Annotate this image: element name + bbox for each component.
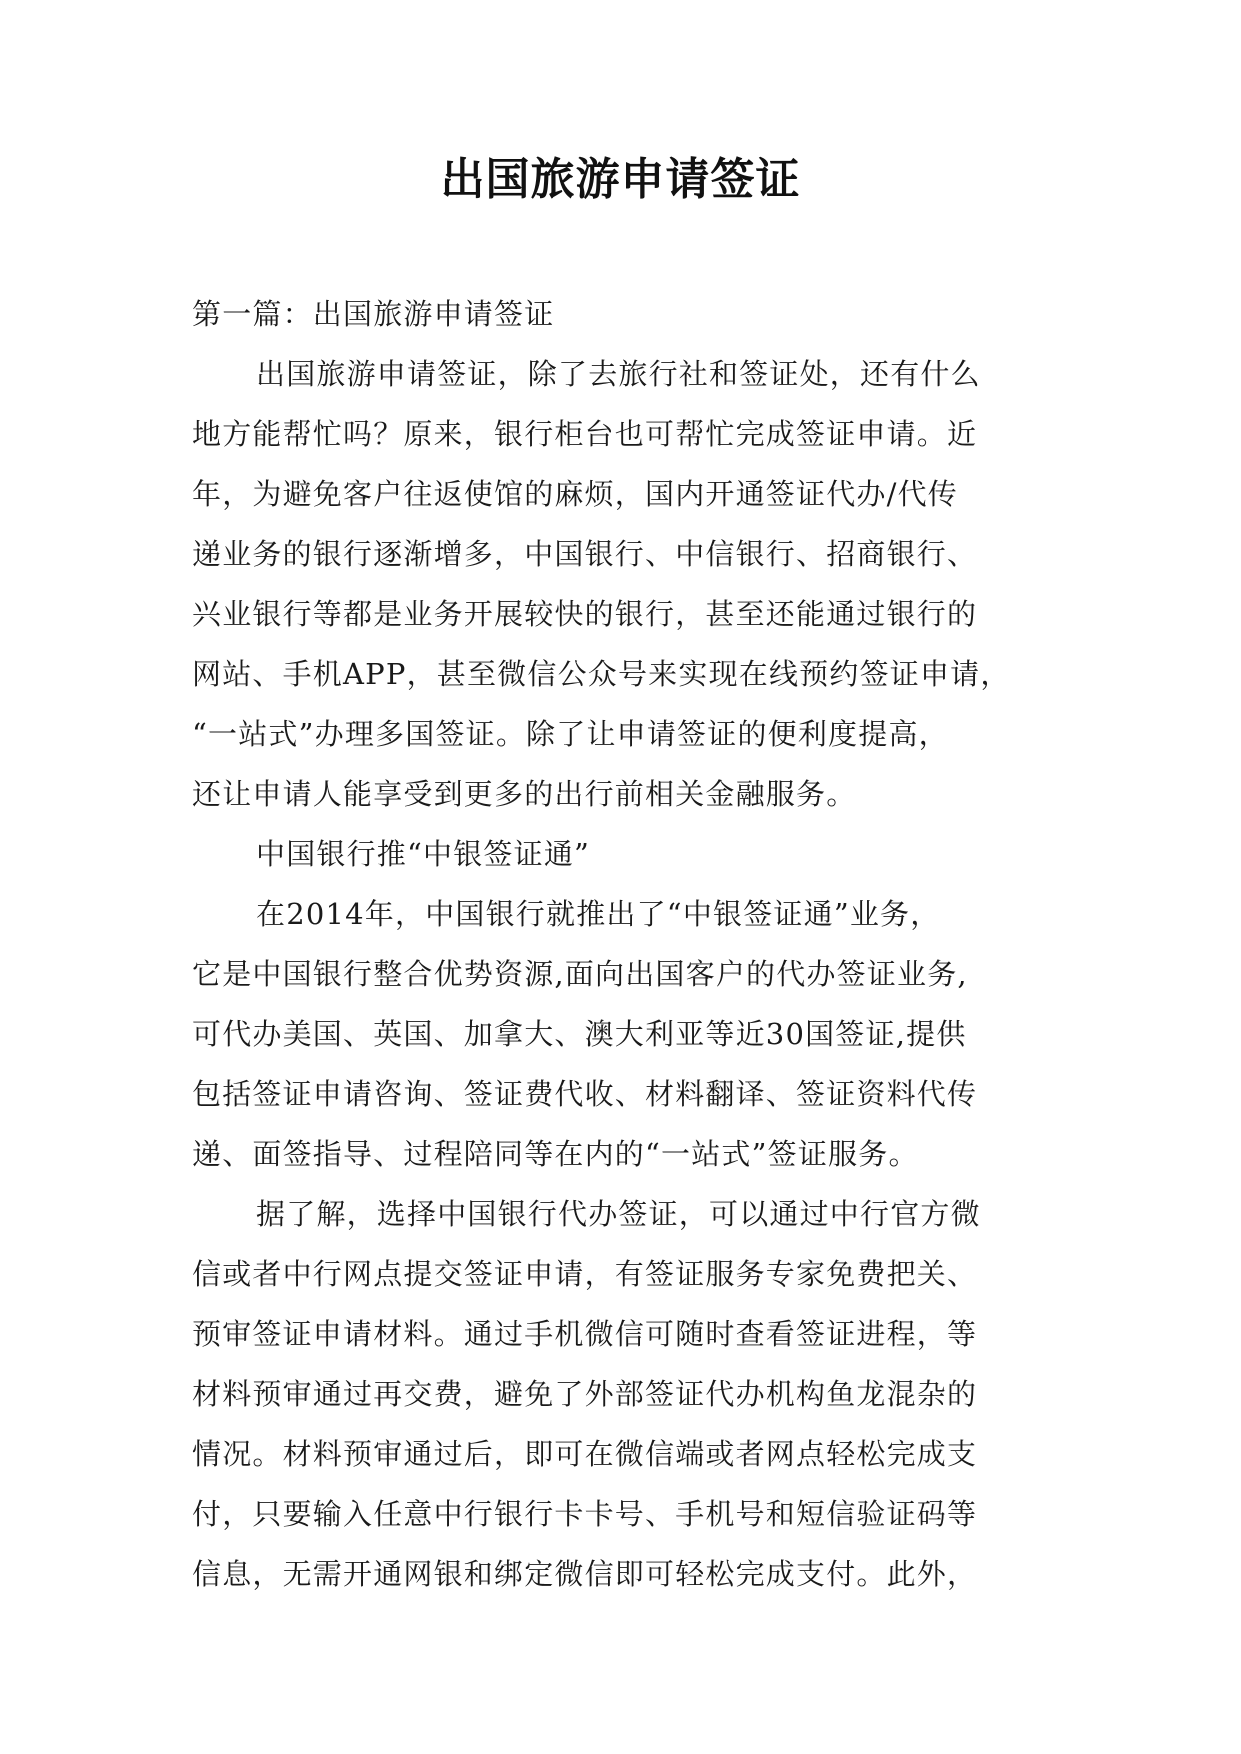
paragraph-line: 信或者中行网点提交签证申请，有签证服务专家免费把关、 — [192, 1257, 978, 1291]
paragraph-line: 信息，无需开通网银和绑定微信即可轻松完成支付。此外， — [192, 1557, 978, 1591]
paragraph-line: 包括签证申请咨询、签证费代收、材料翻译、签证资料代传 — [192, 1077, 978, 1111]
paragraph-line: 据了解，选择中国银行代办签证，可以通过中行官方微 — [256, 1197, 981, 1231]
paragraph-line: “一站式”办理多国签证。除了让申请签证的便利度提高， — [192, 717, 949, 751]
paragraph-line: 预审签证申请材料。通过手机微信可随时查看签证进程，等 — [192, 1317, 978, 1351]
paragraph-line: 它是中国银行整合优势资源,面向出国客户的代办签证业务, — [192, 957, 968, 991]
paragraph-line: 年，为避免客户往返使馆的麻烦，国内开通签证代办/代传 — [192, 477, 958, 511]
paragraph-line: 兴业银行等都是业务开展较快的银行，甚至还能通过银行的 — [192, 597, 978, 631]
paragraph-line: 递业务的银行逐渐增多，中国银行、中信银行、招商银行、 — [192, 537, 978, 571]
paragraph-line: 中国银行推“中银签证通” — [256, 837, 591, 871]
paragraph-line: 地方能帮忙吗？原来，银行柜台也可帮忙完成签证申请。近 — [192, 417, 978, 451]
paragraph-line: 在2014年，中国银行就推出了“中银签证通”业务， — [256, 897, 941, 931]
paragraph-line: 第一篇：出国旅游申请签证 — [192, 297, 555, 331]
paragraph-line: 情况。材料预审通过后，即可在微信端或者网点轻松完成支 — [192, 1437, 978, 1471]
paragraph-line: 出国旅游申请签证，除了去旅行社和签证处，还有什么 — [256, 357, 981, 391]
paragraph-line: 还让申请人能享受到更多的出行前相关金融服务。 — [192, 777, 857, 811]
paragraph-line: 网站、手机APP，甚至微信公众号来实现在线预约签证申请， — [192, 657, 1011, 691]
paragraph-line: 材料预审通过再交费，避免了外部签证代办机构鱼龙混杂的 — [192, 1377, 978, 1411]
paragraph-line: 付，只要输入任意中行银行卡卡号、手机号和短信验证码等 — [192, 1497, 978, 1531]
paragraph-line: 递、面签指导、过程陪同等在内的“一站式”签证服务。 — [192, 1137, 919, 1171]
document-body — [192, 284, 1092, 1604]
paragraph-line: 可代办美国、英国、加拿大、澳大利亚等近30国签证,提供 — [192, 1017, 967, 1051]
document-title: 出国旅游申请签证 — [440, 154, 801, 205]
